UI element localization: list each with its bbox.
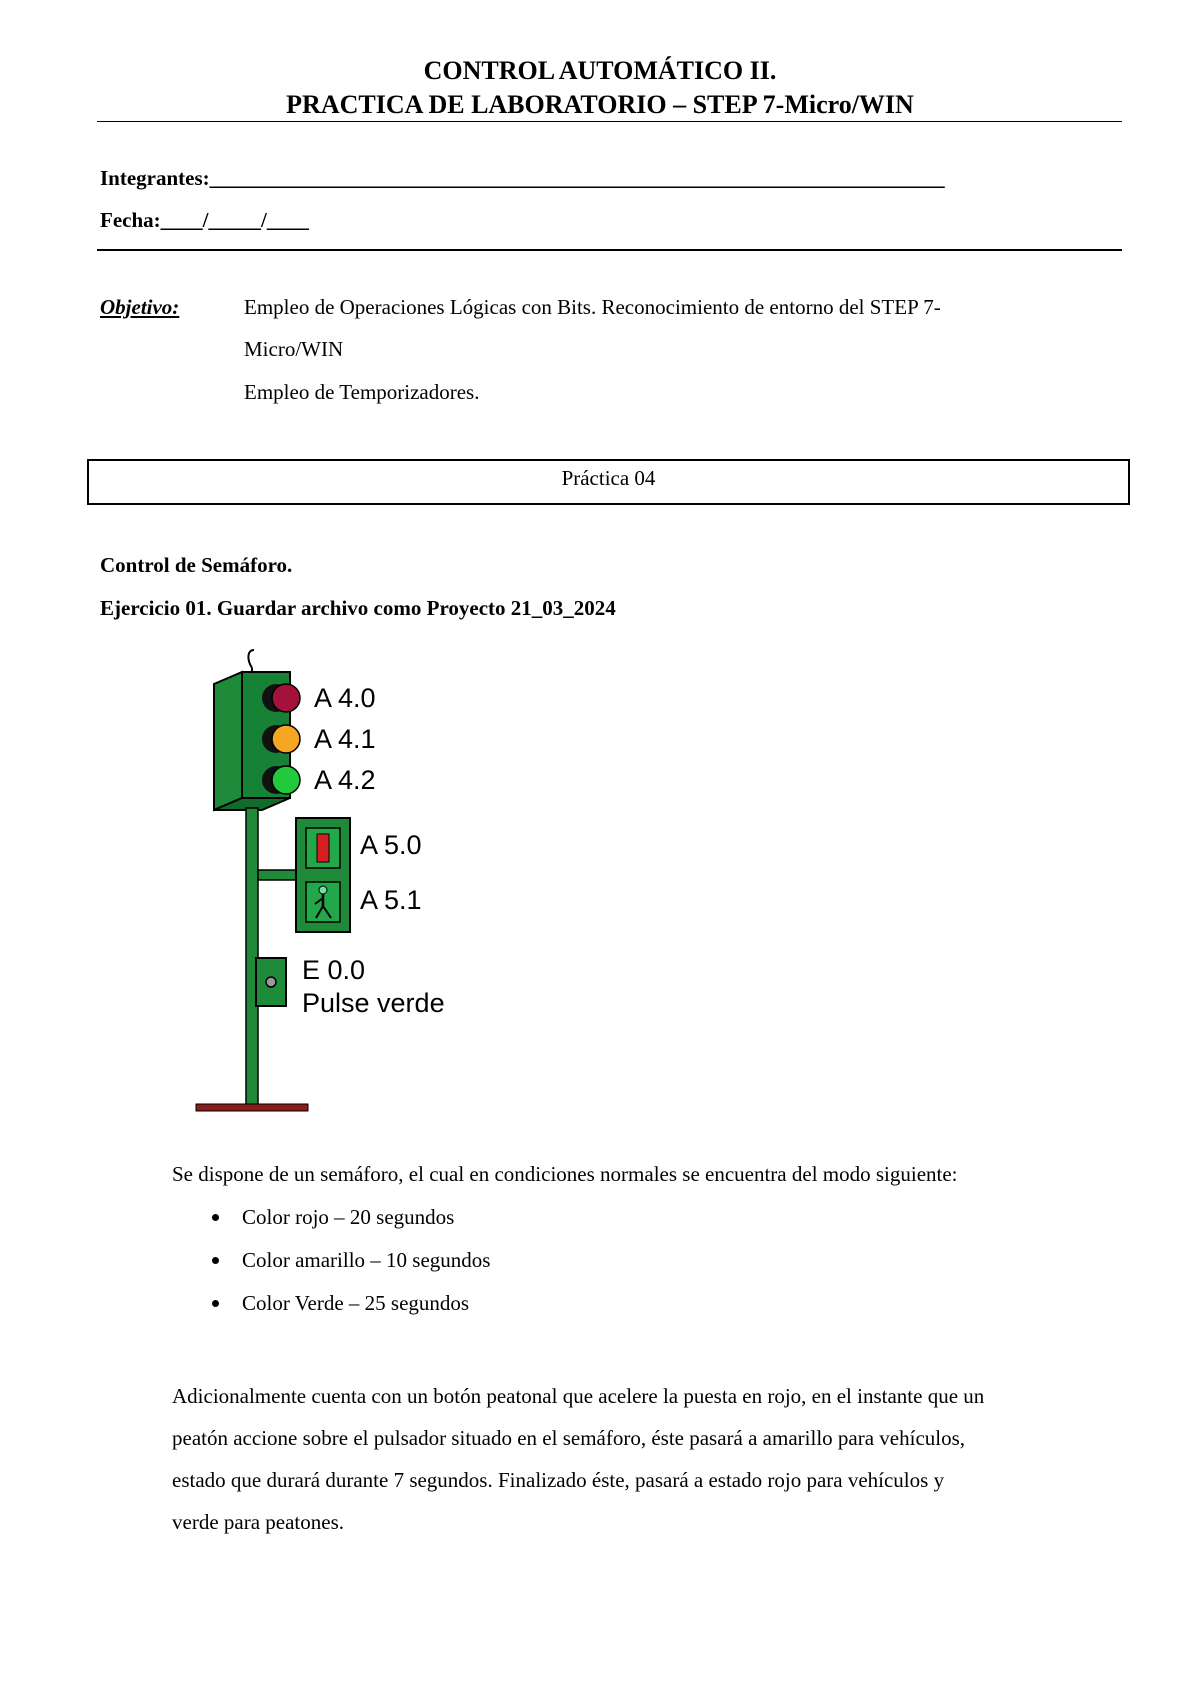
objective-line-1: Empleo de Operaciones Lógicas con Bits. Reconocimiento de entorno del STEP 7- [244,295,941,319]
header-divider [97,121,1122,122]
label-button-text: Pulse verde [302,988,445,1018]
label-ped-red: A 5.0 [360,830,422,860]
traffic-light-diagram [190,648,490,1128]
paragraph-line: verde para peatones. [172,1510,344,1534]
pedestrian-arm [258,870,298,880]
fecha-field [100,208,309,233]
fecha-blank: ____/_____/____ [160,208,309,232]
green-lamp [272,766,300,794]
paragraph-line: estado que durará durante 7 segundos. Finalizado éste, pasará a estado rojo para vehículos y [172,1468,945,1492]
objective-line-2: Micro/WIN [244,337,344,361]
pole-base [196,1104,308,1111]
pedestrian-stop-icon [317,834,329,862]
description-intro: Se dispone de un semáforo, el cual en condiciones normales se encuentra del modo siguiente: [172,1162,958,1186]
fecha-label: Fecha: [100,208,161,232]
objective-label: Objetivo: [100,295,180,319]
objective-line-3: Empleo de Temporizadores. [244,380,480,404]
integrantes-field [100,166,945,191]
amber-lamp [272,725,300,753]
hanger-hook [248,650,254,668]
paragraph-line: peatón accione sobre el pulsador situado en el semáforo, éste pasará a amarillo para vehículos, [172,1426,966,1450]
signal-housing-side [214,672,242,810]
practice-box: Práctica 04 [87,459,1130,505]
list-item: Color rojo – 20 segundos [172,1205,872,1248]
label-red: A 4.0 [314,683,376,713]
label-green: A 4.2 [314,765,376,795]
conditions-list [172,1205,872,1334]
paragraph-line: Adicionalmente cuenta con un botón peatonal que acelere la puesta en rojo, en el instante que un [172,1384,985,1408]
push-button [266,977,276,987]
list-item: Color Verde – 25 segundos [172,1291,872,1334]
label-amber: A 4.1 [314,724,376,754]
document-title: CONTROL AUTOMÁTICO II. [423,56,777,85]
exercise-heading: Ejercicio 01. Guardar archivo como Proyecto 21_03_2024 [100,596,616,620]
section-heading: Control de Semáforo. [100,553,293,577]
label-button-address: E 0.0 [302,955,366,985]
red-lamp [272,684,300,712]
label-ped-green: A 5.1 [360,885,422,915]
document-subtitle: PRACTICA DE LABORATORIO – STEP 7-Micro/WIN [286,90,914,119]
form-divider [97,249,1122,251]
list-item: Color amarillo – 10 segundos [172,1248,872,1291]
description-paragraph [172,1375,1132,1543]
integrantes-label: Integrantes: [100,166,210,190]
integrantes-blank: ______________________________________________________________________ [209,166,945,190]
